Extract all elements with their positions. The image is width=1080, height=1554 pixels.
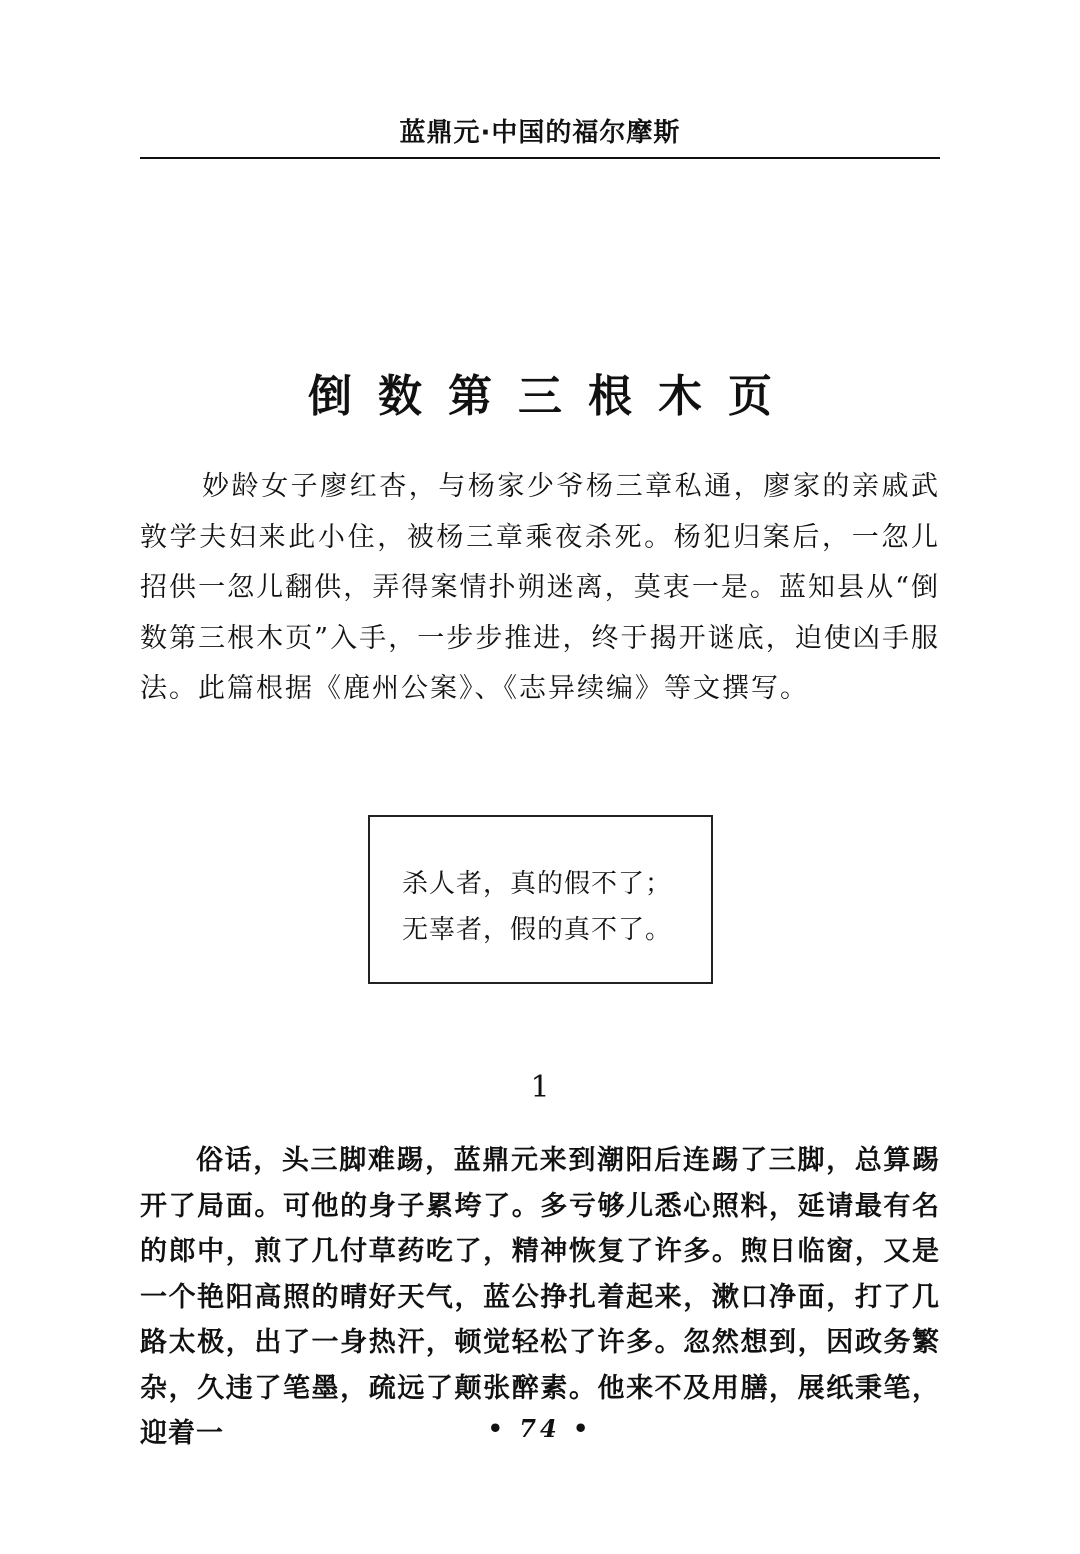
section-number: 1 [530, 1070, 550, 1105]
body-paragraph: 俗话，头三脚难踢，蓝鼎元来到潮阳后连踢了三脚，总算踢开了局面。可他的身子累垮了。多亏够儿悉心照料，延请最有名的郎中，煎了几付草药吃了，精神恢复了许多。煦日临窗，又是一个艳阳高照的晴好天气，蓝公挣扎着起来，漱口净面，打了几路太极，出了一身热汗，顿觉轻松了许多。忽然想到，因政务繁杂，久违了笔墨，疏远了颠张醉素。他来不及用膳，展纸秉笔，迎着一 [140, 1145, 940, 1449]
epigraph-line-1: 杀人者，真的假不了； [402, 869, 673, 899]
page-number: • 74 • [487, 1414, 593, 1443]
chapter-title: 倒数第三根木页 [308, 371, 798, 422]
header-rule [140, 157, 940, 159]
running-title: 蓝鼎元·中国的福尔摩斯 [399, 118, 681, 148]
epigraph-line-2: 无辜者，假的真不了。 [402, 915, 673, 945]
epigraph-box [368, 815, 713, 984]
chapter-abstract: 妙龄女子廖红杏，与杨家少爷杨三章私通，廖家的亲戚武敦学夫妇来此小住，被杨三章乘夜杀死。杨犯归案后，一忽儿招供一忽儿翻供，弄得案情扑朔迷离，莫衷一是。蓝知县从“倒数第三根木页”入手，一步步推进，终于揭开谜底，迫使凶手服法。此篇根据《鹿州公案》、《志异续编》等文撰写。 [140, 471, 940, 704]
